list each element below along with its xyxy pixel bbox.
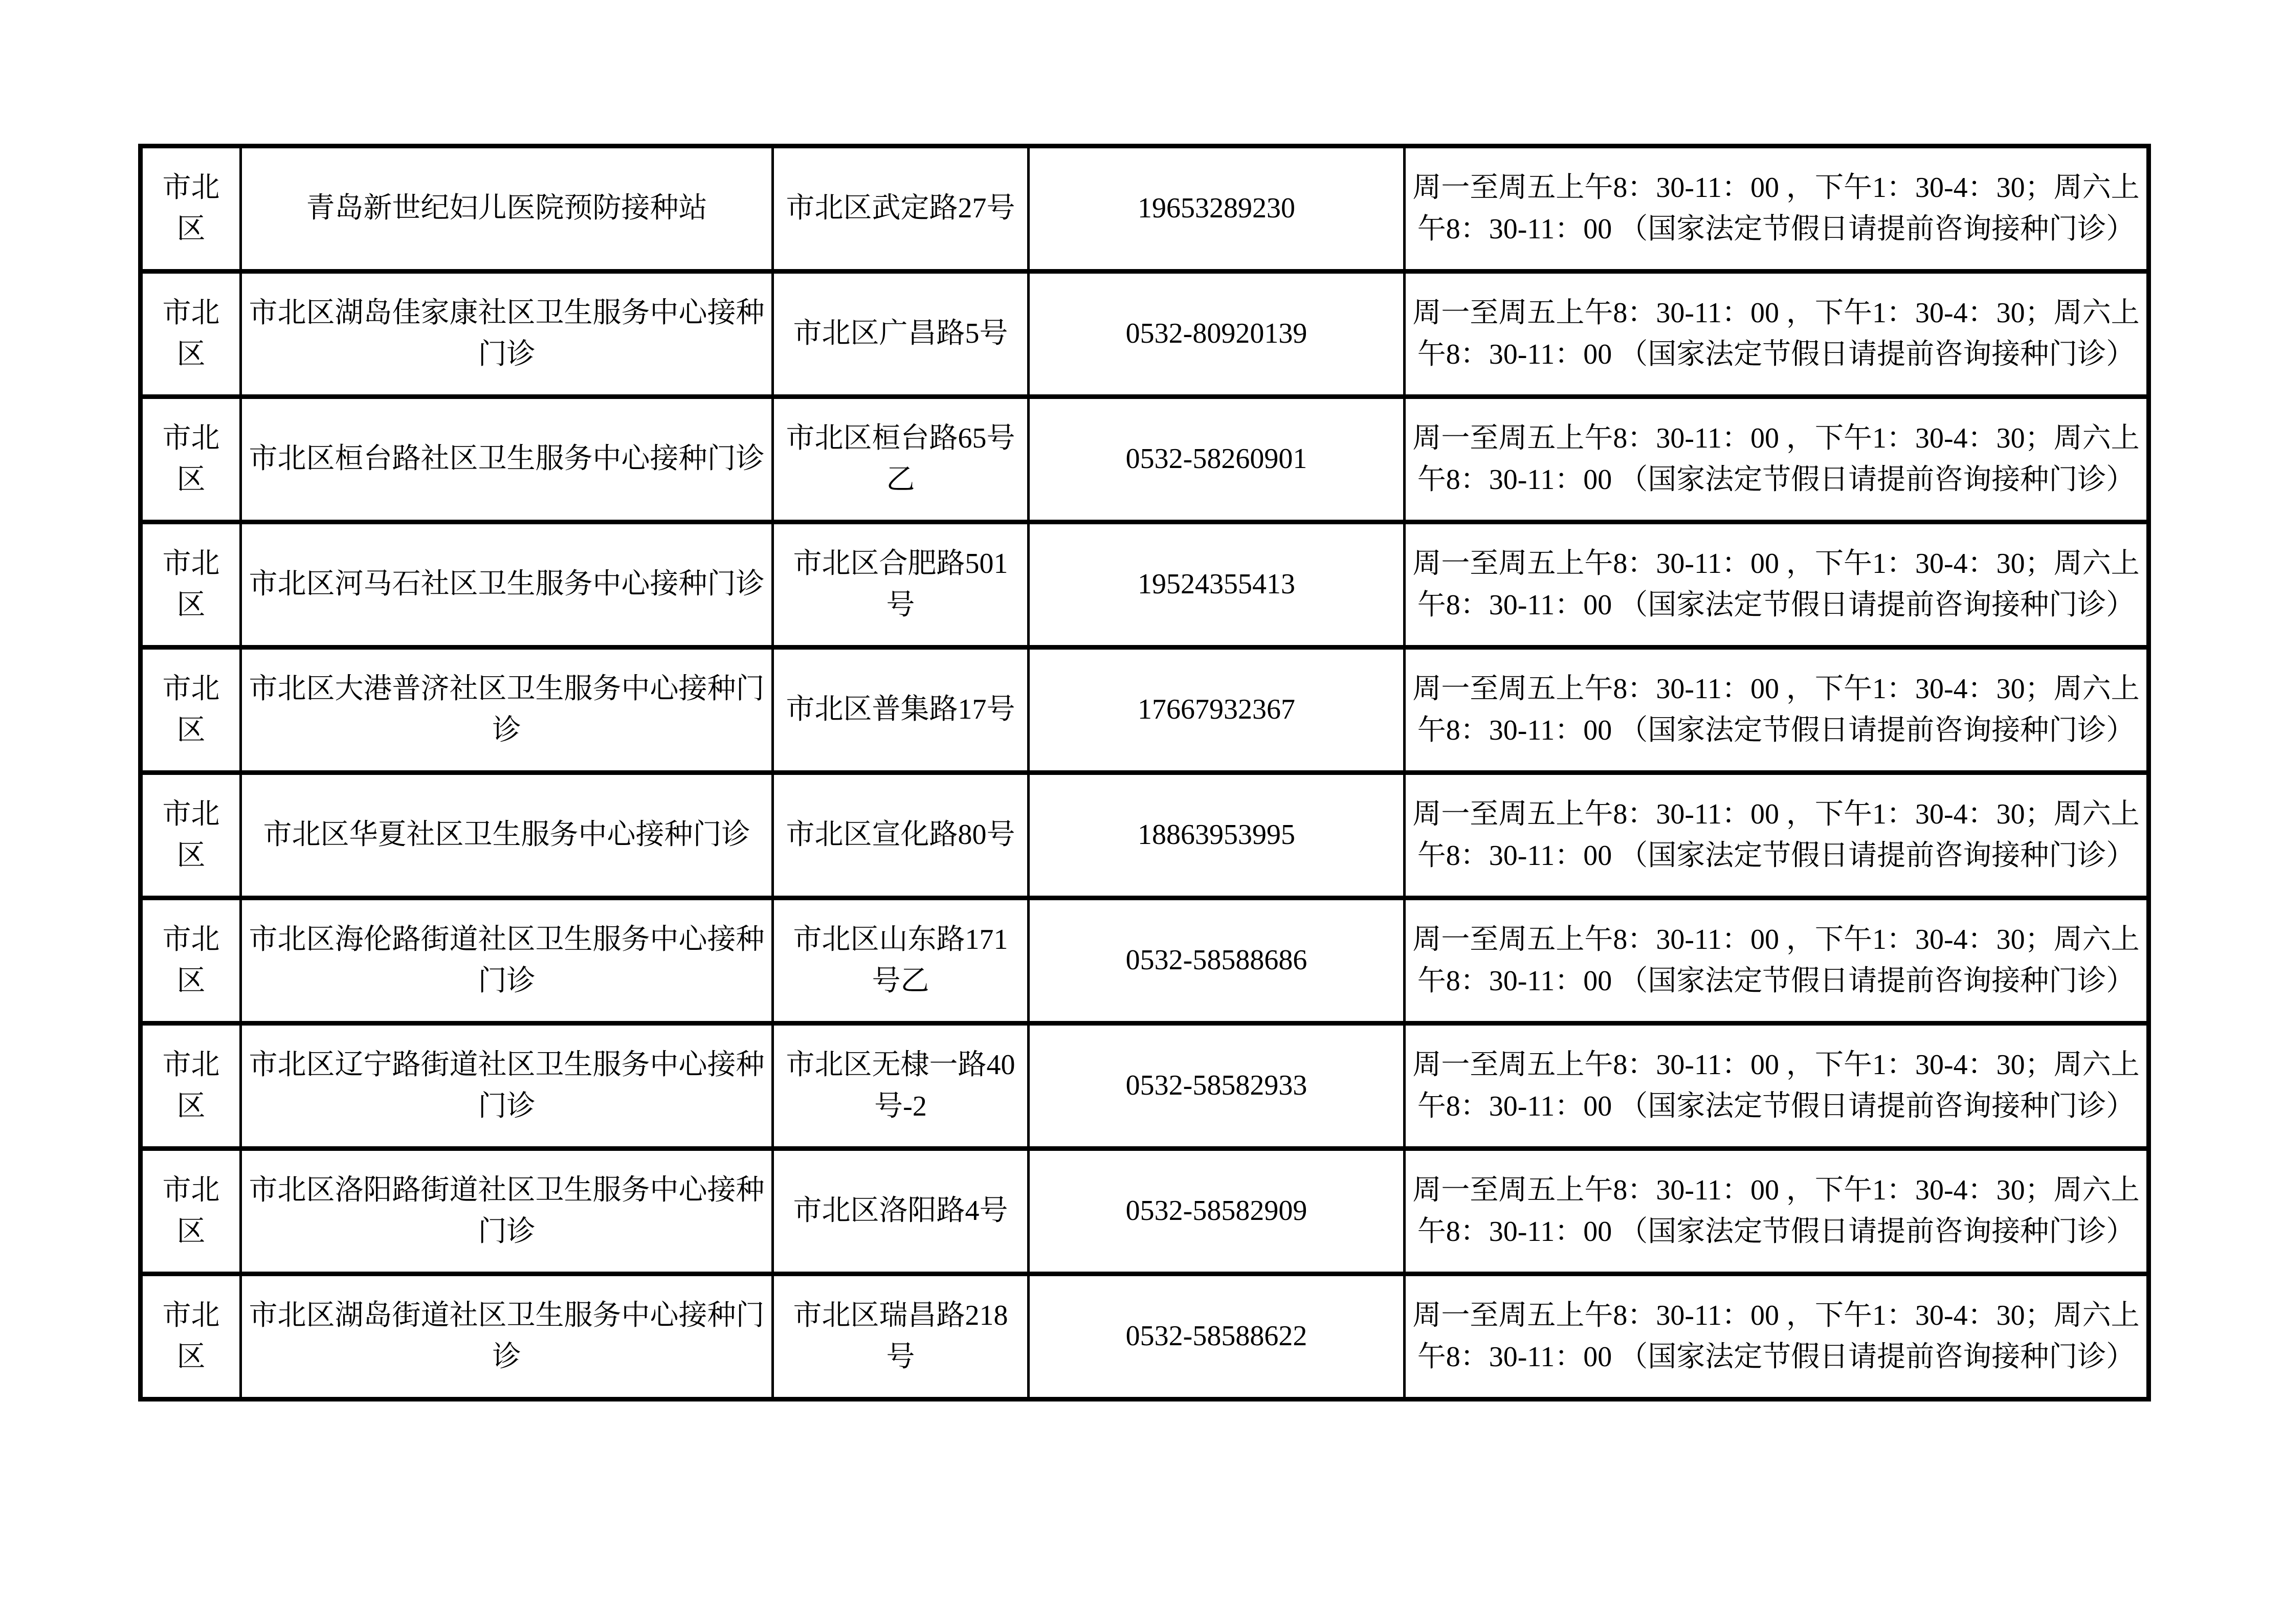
clinic-row — [141, 1149, 2149, 1274]
district-cell: 市北区 — [141, 1024, 241, 1149]
clinic-row — [141, 397, 2149, 522]
district-cell: 市北区 — [141, 648, 241, 773]
vaccination-clinics-table — [138, 144, 2151, 1401]
clinic-row — [141, 898, 2149, 1024]
hours-cell: 周一至周五上午8：30-11：00 ，下午1：30-4：30；周六上午8：30-11：00 （国家法定节假日请提前咨询接种门诊） — [1405, 648, 2149, 773]
address-cell: 市北区无棣一路40号-2 — [773, 1024, 1029, 1149]
clinic-name-cell: 市北区湖岛佳家康社区卫生服务中心接种门诊 — [241, 272, 773, 397]
hours-cell: 周一至周五上午8：30-11：00 ，下午1：30-4：30；周六上午8：30-11：00 （国家法定节假日请提前咨询接种门诊） — [1405, 773, 2149, 898]
address-cell: 市北区山东路171号乙 — [773, 898, 1029, 1024]
address-cell: 市北区广昌路5号 — [773, 272, 1029, 397]
phone-cell: 0532-80920139 — [1029, 272, 1405, 397]
phone-cell: 0532-58588622 — [1029, 1274, 1405, 1399]
address-cell: 市北区普集路17号 — [773, 648, 1029, 773]
phone-cell: 0532-58588686 — [1029, 898, 1405, 1024]
phone-cell: 19653289230 — [1029, 146, 1405, 272]
phone-cell: 0532-58582933 — [1029, 1024, 1405, 1149]
clinic-name-cell: 市北区辽宁路街道社区卫生服务中心接种门诊 — [241, 1024, 773, 1149]
clinic-name-cell: 市北区大港普济社区卫生服务中心接种门诊 — [241, 648, 773, 773]
clinic-row — [141, 272, 2149, 397]
district-cell: 市北区 — [141, 146, 241, 272]
district-cell: 市北区 — [141, 272, 241, 397]
address-cell: 市北区桓台路65号乙 — [773, 397, 1029, 522]
clinic-name-cell: 市北区华夏社区卫生服务中心接种门诊 — [241, 773, 773, 898]
phone-cell: 17667932367 — [1029, 648, 1405, 773]
district-cell: 市北区 — [141, 773, 241, 898]
clinic-name-cell: 市北区洛阳路街道社区卫生服务中心接种门诊 — [241, 1149, 773, 1274]
district-cell: 市北区 — [141, 522, 241, 648]
phone-cell: 19524355413 — [1029, 522, 1405, 648]
district-cell: 市北区 — [141, 898, 241, 1024]
clinic-row — [141, 648, 2149, 773]
clinic-name-cell: 市北区湖岛街道社区卫生服务中心接种门诊 — [241, 1274, 773, 1399]
clinic-row — [141, 773, 2149, 898]
hours-cell: 周一至周五上午8：30-11：00 ，下午1：30-4：30；周六上午8：30-11：00 （国家法定节假日请提前咨询接种门诊） — [1405, 522, 2149, 648]
phone-cell: 18863953995 — [1029, 773, 1405, 898]
hours-cell: 周一至周五上午8：30-11：00 ，下午1：30-4：30；周六上午8：30-11：00 （国家法定节假日请提前咨询接种门诊） — [1405, 1149, 2149, 1274]
clinic-name-cell: 市北区河马石社区卫生服务中心接种门诊 — [241, 522, 773, 648]
district-cell: 市北区 — [141, 1149, 241, 1274]
clinic-name-cell: 市北区海伦路街道社区卫生服务中心接种门诊 — [241, 898, 773, 1024]
address-cell: 市北区洛阳路4号 — [773, 1149, 1029, 1274]
district-cell: 市北区 — [141, 397, 241, 522]
clinic-row — [141, 522, 2149, 648]
hours-cell: 周一至周五上午8：30-11：00 ，下午1：30-4：30；周六上午8：30-11：00 （国家法定节假日请提前咨询接种门诊） — [1405, 397, 2149, 522]
district-cell: 市北区 — [141, 1274, 241, 1399]
hours-cell: 周一至周五上午8：30-11：00 ，下午1：30-4：30；周六上午8：30-11：00 （国家法定节假日请提前咨询接种门诊） — [1405, 146, 2149, 272]
clinic-row — [141, 1024, 2149, 1149]
clinic-row — [141, 1274, 2149, 1399]
hours-cell: 周一至周五上午8：30-11：00 ，下午1：30-4：30；周六上午8：30-11：00 （国家法定节假日请提前咨询接种门诊） — [1405, 272, 2149, 397]
phone-cell: 0532-58260901 — [1029, 397, 1405, 522]
phone-cell: 0532-58582909 — [1029, 1149, 1405, 1274]
address-cell: 市北区合肥路501号 — [773, 522, 1029, 648]
hours-cell: 周一至周五上午8：30-11：00 ，下午1：30-4：30；周六上午8：30-11：00 （国家法定节假日请提前咨询接种门诊） — [1405, 898, 2149, 1024]
clinic-name-cell: 市北区桓台路社区卫生服务中心接种门诊 — [241, 397, 773, 522]
hours-cell: 周一至周五上午8：30-11：00 ，下午1：30-4：30；周六上午8：30-11：00 （国家法定节假日请提前咨询接种门诊） — [1405, 1024, 2149, 1149]
hours-cell: 周一至周五上午8：30-11：00 ，下午1：30-4：30；周六上午8：30-11：00 （国家法定节假日请提前咨询接种门诊） — [1405, 1274, 2149, 1399]
clinic-row — [141, 146, 2149, 272]
address-cell: 市北区瑞昌路218号 — [773, 1274, 1029, 1399]
address-cell: 市北区武定路27号 — [773, 146, 1029, 272]
clinic-name-cell: 青岛新世纪妇儿医院预防接种站 — [241, 146, 773, 272]
address-cell: 市北区宣化路80号 — [773, 773, 1029, 898]
